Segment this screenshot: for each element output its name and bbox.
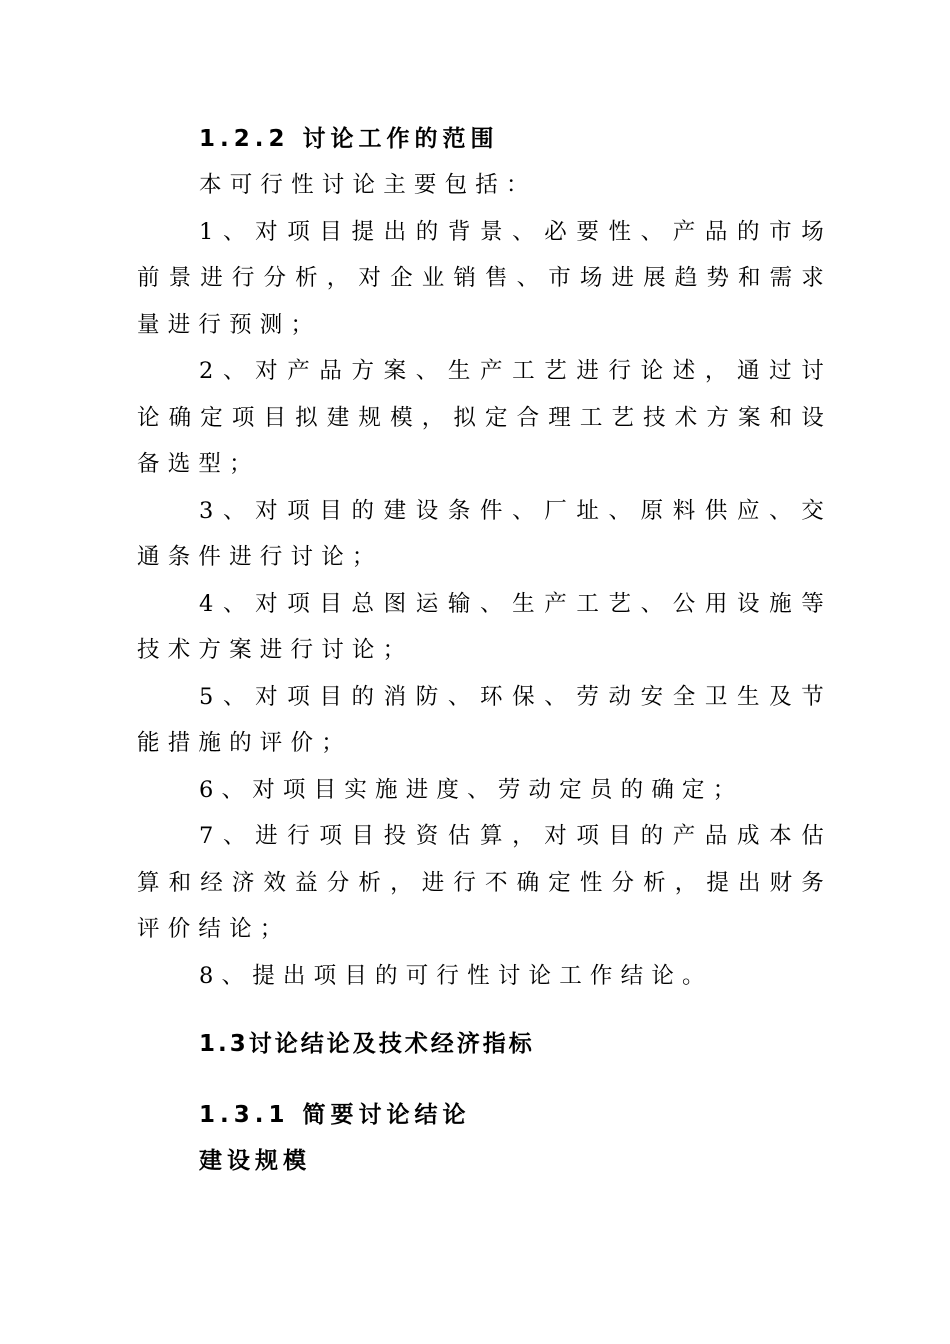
list-item: 7、进行项目投资估算，对项目的产品成本估算和经济效益分析，进行不确定性分析，提出财务评价结论；	[137, 823, 832, 942]
list-item: 4、对项目总图运输、生产工艺、公用设施等技术方案进行讨论；	[137, 590, 832, 663]
list-item: 5、对项目的消防、环保、劳动安全卫生及节能措施的评价；	[137, 683, 832, 756]
list-item: 2、对产品方案、生产工艺进行论述，通过讨论确定项目拟建规模，拟定合理工艺技术方案和设备选型；	[137, 358, 832, 477]
section-heading-1-3: 1.3讨论结论及技术经济指标	[199, 1031, 535, 1057]
intro-paragraph: 本可行性讨论主要包括：	[199, 172, 537, 198]
list-item: 3、对项目的建设条件、厂址、原料供应、交通条件进行讨论；	[137, 497, 832, 570]
list-item: 8、提出项目的可行性讨论工作结论。	[199, 962, 713, 989]
list-item: 1、对项目提出的背景、必要性、产品的市场前景进行分析，对企业销售、市场进展趋势和需求量进行预测；	[137, 218, 832, 338]
section-heading-1-2-2: 1.2.2 讨论工作的范围	[199, 126, 499, 152]
section-heading-1-3-1: 1.3.1 简要讨论结论	[199, 1102, 471, 1128]
list-item: 6、对项目实施进度、劳动定员的确定；	[199, 776, 744, 803]
subheading-construction-scale: 建设规模	[199, 1148, 311, 1174]
scope-paragraphs	[137, 162, 832, 999]
